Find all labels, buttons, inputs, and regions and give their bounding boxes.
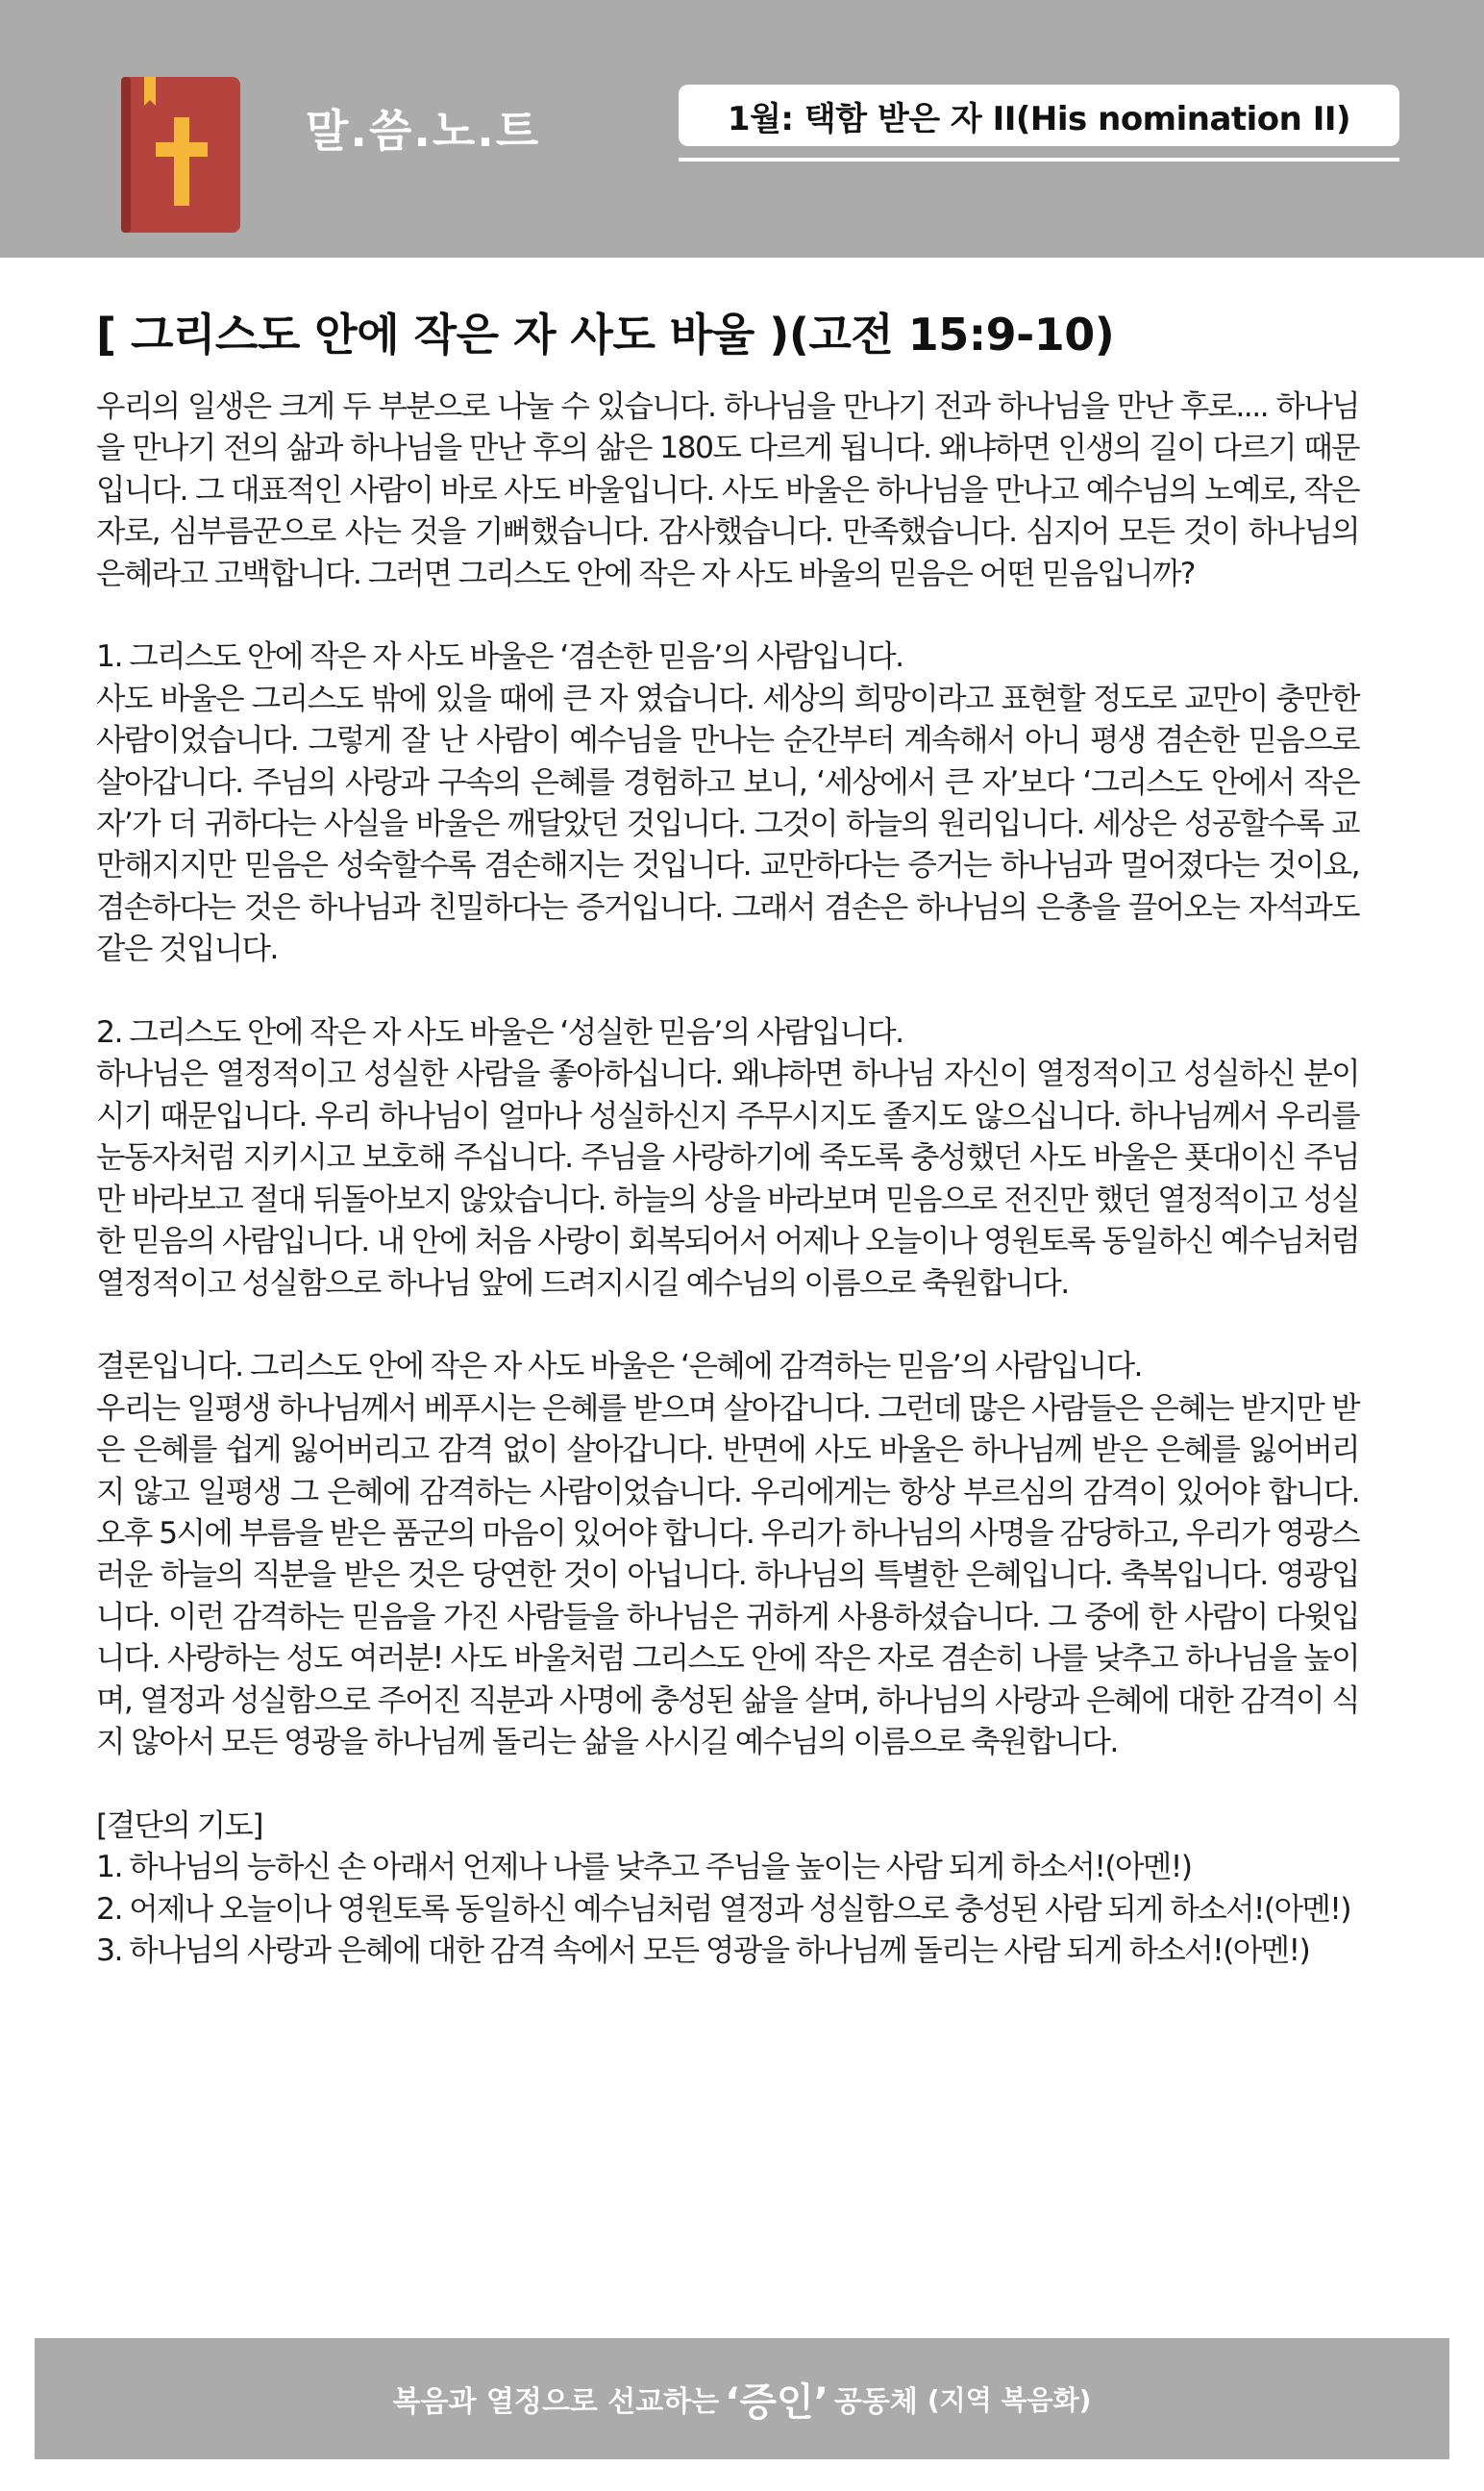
prayer-item-2: 2. 어제나 오늘이나 영원토록 동일하신 예수님처럼 열정과 성실함으로 충성된 사람 되게 하소서!(아멘!) xyxy=(96,1891,1350,1927)
brand-name: 말.씀.노.트 xyxy=(306,105,541,157)
sermon-body xyxy=(96,386,1359,1972)
conclusion-heading: 결론입니다. 그리스도 안에 작은 자 사도 바울은 ‘은혜에 감격하는 믿음’의 사람입니다. xyxy=(96,1349,1142,1384)
footer-highlight: ‘증인’ xyxy=(725,2379,829,2425)
footer-sub: (지역 복음화) xyxy=(927,2384,1092,2416)
point-2-text: 하나님은 열정적이고 성실한 사람을 좋아하십니다. 왜냐하면 하나님 자신이 열정적이고 성실하신 분이시기 때문입니다. 우리 하나님이 얼마나 성실하신지 주무시지도 졸지도 않으십니다. 하나님께서 우리를 눈동자처럼 지키시고 보호해 주십니다. 주님을 사랑하기에 죽도록 충성했던 사도 바울은 푯대이신 주님만 바라보고 절대 뒤돌아보지 않았습니다. 하늘의 상을 바라보며 믿음으로 전진만 했던 열정적이고 성실한 믿음의 사람입니다. 내 안에 처음 사랑이 회복되어서 어제나 오늘이나 영원토록 동일하신 예수님처럼 열정적이고 성실함으로 하나님 앞에 드려지시길 예수님의 이름으로 축원합니다. xyxy=(96,1057,1359,1301)
point-1-heading: 1. 그리스도 안에 작은 자 사도 바울은 ‘겸손한 믿음’의 사람입니다. xyxy=(96,639,903,675)
footer-suffix: 공동체 xyxy=(833,2385,918,2419)
prayer-item-1: 1. 하나님의 능하신 손 아래서 언제나 나를 낮추고 주님을 높이는 사람 되게 하소서!(아멘!) xyxy=(96,1850,1192,1885)
point-1-text: 사도 바울은 그리스도 밖에 있을 때에 큰 자 였습니다. 세상의 희망이라고 표현할 정도로 교만이 충만한 사람이었습니다. 그렇게 잘 난 사람이 예수님을 만나는 순간부터 계속해서 아니 평생 겸손한 믿음으로 살아갑니다. 주님의 사랑과 구속의 은혜를 경험하고 보니, ‘세상에서 큰 자’보다 ‘그리스도 안에서 작은 자’가 더 귀하다는 사실을 바울은 깨달았던 것입니다. 그것이 하늘의 원리입니다. 세상은 성공할수록 교만해지지만 믿음은 성숙할수록 겸손해지는 것입니다. 교만하다는 증거는 하나님과 멀어졌다는 것이요, 겸손하다는 것은 하나님과 친밀하다는 증거입니다. 그래서 겸손은 하나님의 은총을 끌어오는 자석과도 같은 것입니다. xyxy=(96,681,1359,967)
conclusion-text: 우리는 일평생 하나님께서 베푸시는 은혜를 받으며 살아갑니다. 그런데 많은 사람들은 은혜는 받지만 받은 은혜를 쉽게 잃어버리고 감격 없이 살아갑니다. 반면에 사도 바울은 하나님께 받은 은혜를 잃어버리지 않고 일평생 그 은혜에 감격하는 사람이었습니다. 우리에게는 항상 부르심의 감격이 있어야 합니다. 오후 5시에 부름을 받은 품군의 마음이 있어야 합니다. 우리가 하나님의 사명을 감당하고, 우리가 영광스러운 하늘의 직분을 받은 것은 당연한 것이 아닙니다. 하나님의 특별한 은혜입니다. 축복입니다. 영광입니다. 이런 감격하는 믿음을 가진 사람들을 하나님은 귀하게 사용하셨습니다. 그 중에 한 사람이 다윗입니다. 사랑하는 성도 여러분! 사도 바울처럼 그리스도 안에 작은 자로 겸손히 나를 낮추고 하나님을 높이며, 열정과 성실함으로 주어진 직분과 사명에 충성된 삶을 살며, 하나님의 사랑과 은혜에 대한 감격이 식지 않아서 모든 영광을 하나님께 돌리는 삶을 사시길 예수님의 이름으로 축원합니다. xyxy=(96,1390,1359,1759)
prayer-item-3: 3. 하나님의 사랑과 은혜에 대한 감격 속에서 모든 영광을 하나님께 돌리는 사람 되게 하소서!(아멘!) xyxy=(96,1932,1310,1968)
header-underline xyxy=(679,158,1399,162)
footer-band xyxy=(35,2338,1449,2459)
intro-paragraph: 우리의 일생은 크게 두 부분으로 나눌 수 있습니다. 하나님을 만나기 전과 하나님을 만난 후로.... 하나님을 만나기 전의 삶과 하나님을 만난 후의 삶은 180도 다르게 됩니다. 왜냐하면 인생의 길이 다르기 때문입니다. 그 대표적인 사람이 바로 사도 바울입니다. 사도 바울은 하나님을 만나고 예수님의 노예로, 작은 자로, 심부름꾼으로 사는 것을 기뻐했습니다. 감사했습니다. 만족했습니다. 심지어 모든 것이 하나님의 은혜라고 고백합니다. 그러면 그리스도 안에 작은 자 사도 바울의 믿음은 어떤 믿음입니까? xyxy=(96,389,1359,591)
page-title: [ 그리스도 안에 작은 자 사도 바울 )(고전 15:9-10) xyxy=(96,309,1115,361)
footer-prefix: 복음과 열정으로 선교하는 xyxy=(392,2385,720,2419)
series-title: 1월: 택함 받은 자 II(His nomination II) xyxy=(679,85,1399,146)
prayer-heading: [결단의 기도] xyxy=(96,1807,262,1843)
point-2-heading: 2. 그리스도 안에 작은 자 사도 바울은 ‘성실한 믿음’의 사람입니다. xyxy=(96,1015,903,1051)
bible-icon xyxy=(121,77,240,233)
header-band xyxy=(0,0,1484,258)
